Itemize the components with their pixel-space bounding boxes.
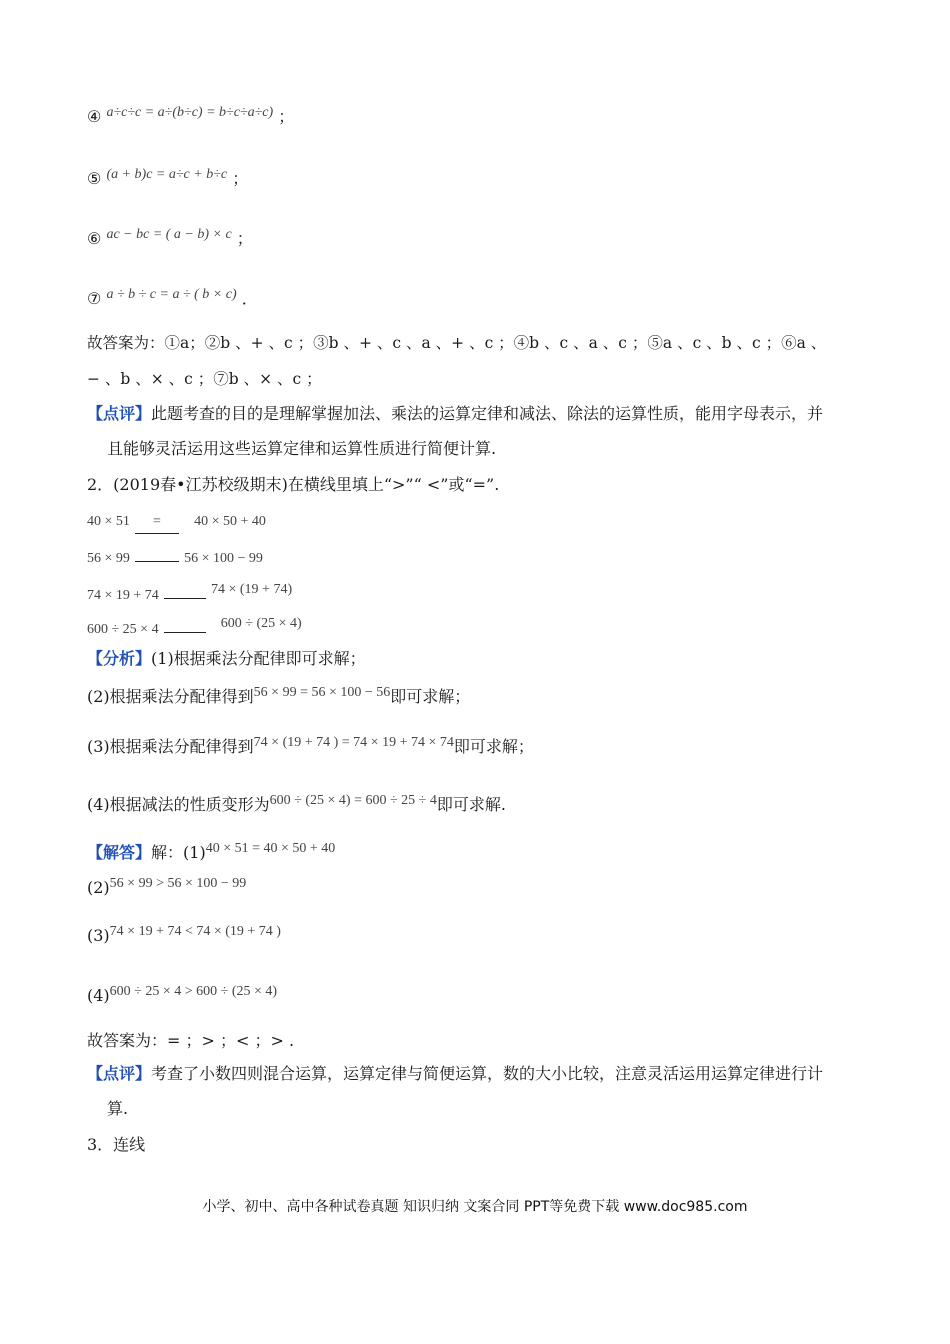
item-7: [87, 288, 258, 312]
formula: 600 ÷ 25 × 4 > 600 ÷ (25 × 4): [109, 984, 278, 999]
solution-text: (4): [87, 986, 110, 1005]
review-2-line-2: 算.: [107, 1099, 129, 1118]
review-tag: 【点评】: [87, 404, 152, 423]
review-2-line-1: [87, 1063, 823, 1085]
item-5: [87, 168, 248, 192]
formula: 56 × 99 > 56 × 100 − 99: [109, 876, 247, 891]
analysis-line-3: [87, 736, 534, 760]
analysis-text: 即可求解.: [436, 795, 506, 814]
review-text: 考查了小数四则混合运算，运算定律与简便运算，数的大小比较，注意灵活运用运算定律进行计: [151, 1064, 824, 1083]
item-number: ⑥: [87, 229, 102, 248]
item-number: ⑤: [87, 169, 102, 188]
compare-left: 56 × 99: [87, 551, 130, 566]
analysis-text: (2)根据乘法分配律得到: [87, 687, 254, 706]
analysis-text: (3)根据乘法分配律得到: [87, 737, 254, 756]
compare-row-2: [87, 543, 263, 570]
analysis-text: (1)根据乘法分配律即可求解；: [151, 649, 366, 668]
answer-2: 故答案为：= ；> ；< ；> .: [87, 1031, 295, 1050]
answer-1-line-1: 故答案为：①a；②b 、+ 、c ；③b 、+ 、c 、a 、+ 、c ；④b 、c 、a 、c ；⑤a 、c 、b 、c ；⑥a 、: [87, 334, 827, 352]
analysis-tag: 【分析】: [87, 649, 152, 668]
formula: a÷c÷c = a÷(b÷c) = b÷c÷a÷c): [106, 105, 274, 120]
formula: 56 × 99 = 56 × 100 − 56: [253, 685, 391, 700]
item-4: [87, 106, 294, 130]
analysis-line-2: [87, 686, 470, 710]
punct: ；: [232, 169, 249, 188]
answer-1-line-2: − 、b 、× 、c ；⑦b 、× 、c ；: [87, 370, 322, 388]
analysis-text: (4)根据减法的性质变形为: [87, 795, 270, 814]
item-6: [87, 228, 253, 252]
item-number: ④: [87, 107, 102, 126]
punct: ．: [241, 289, 258, 308]
analysis-text: 即可求解；: [390, 687, 471, 706]
formula: (a + b)c = a÷c + b÷c: [106, 167, 228, 182]
punct: ；: [278, 107, 295, 126]
analysis-line-1: [87, 648, 366, 670]
review-text: 此题考查的目的是理解掌握加法、乘法的运算定律和减法、除法的运算性质，能用字母表示，并: [151, 404, 824, 423]
item-number: ⑦: [87, 289, 102, 308]
compare-row-4: [87, 614, 302, 641]
compare-left: 74 × 19 + 74: [87, 588, 159, 603]
analysis-text: 即可求解；: [453, 737, 534, 756]
formula: 74 × 19 + 74 < 74 × (19 + 74 ): [109, 924, 281, 939]
review-1-line-2: 且能够灵活运用这些运算定律和运算性质进行简便计算.: [107, 439, 497, 458]
review-1-line-1: [87, 403, 823, 425]
compare-left: 40 × 51: [87, 514, 130, 529]
solution-tag: 【解答】: [87, 843, 152, 862]
compare-right: 40 × 50 + 40: [194, 514, 266, 529]
question-2-title: 2．(2019春•江苏校级期末)在横线里填上“>”“ <”或“=”.: [87, 475, 500, 494]
analysis-line-4: [87, 794, 506, 818]
solution-line-4: [87, 985, 277, 1009]
compare-row-3: [87, 580, 292, 607]
page-footer: 小学、初中、高中各种试卷真题 知识归纳 文案合同 PPT等免费下载 www.doc985.com: [202, 1199, 748, 1215]
formula: ac − bc = ( a − b) × c: [106, 227, 232, 242]
formula: 40 × 51 = 40 × 50 + 40: [205, 841, 336, 856]
solution-line-3: [87, 925, 281, 949]
compare-left: 600 ÷ 25 × 4: [87, 622, 159, 637]
compare-row-1: [87, 509, 266, 534]
answer-blank[interactable]: [164, 580, 206, 599]
solution-line-1: [87, 842, 335, 866]
formula: a ÷ b ÷ c = a ÷ ( b × c): [106, 287, 237, 302]
compare-right: 74 × (19 + 74): [210, 582, 293, 597]
solution-line-2: [87, 877, 246, 901]
compare-right: 56 × 100 − 99: [184, 551, 263, 566]
answer-blank[interactable]: [135, 543, 179, 562]
formula: 600 ÷ (25 × 4) = 600 ÷ 25 ÷ 4: [269, 793, 437, 808]
review-tag: 【点评】: [87, 1064, 152, 1083]
question-3-title: 3．连线: [87, 1135, 146, 1154]
answer-blank[interactable]: [164, 614, 206, 633]
punct: ；: [236, 229, 253, 248]
solution-text: (2): [87, 878, 110, 897]
answer-blank[interactable]: =: [135, 511, 179, 534]
solution-text: 解：(1): [151, 843, 206, 862]
formula: 74 × (19 + 74 ) = 74 × 19 + 74 × 74: [253, 735, 454, 750]
compare-right: 600 ÷ (25 × 4): [220, 616, 302, 631]
solution-text: (3): [87, 926, 110, 945]
